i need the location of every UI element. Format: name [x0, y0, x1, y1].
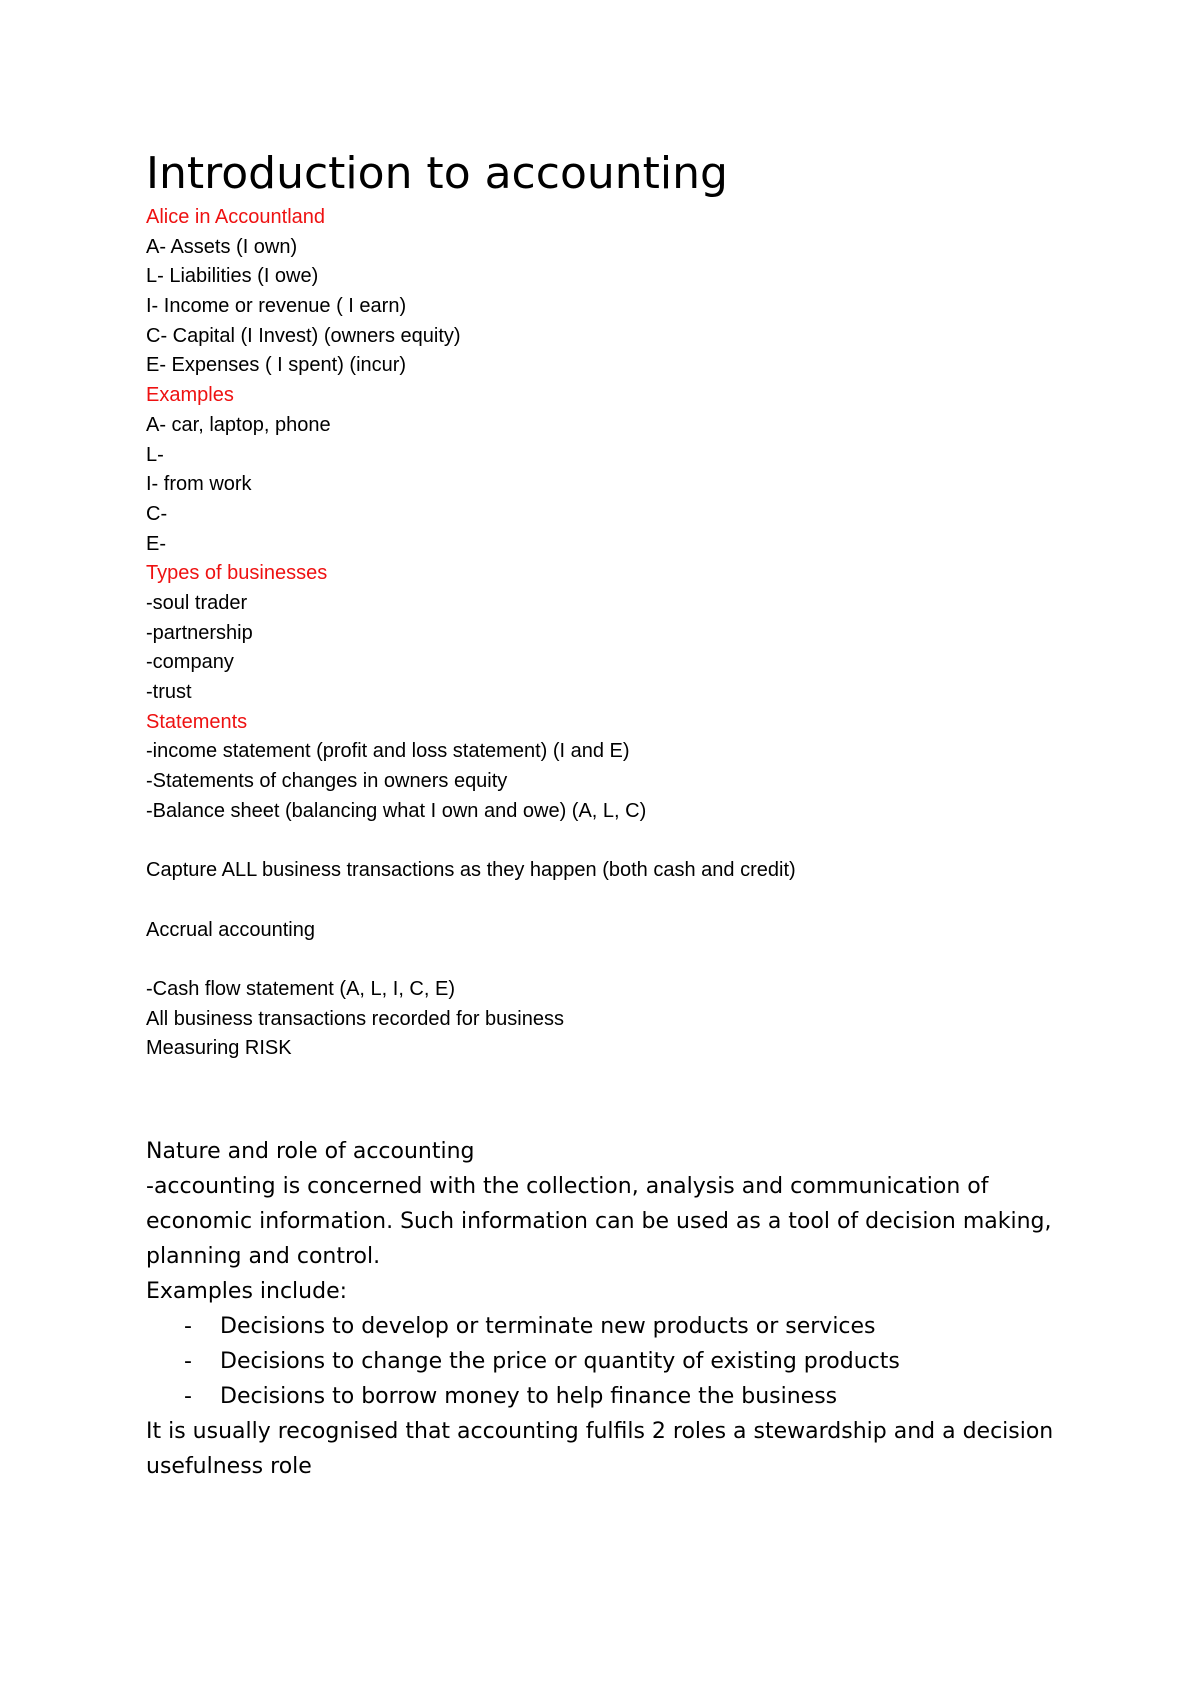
dash-bullet-icon: - — [184, 1349, 192, 1374]
section-heading: Nature and role of accounting — [146, 1139, 475, 1164]
bullet-item — [146, 1309, 1066, 1344]
note-line: -Cash flow statement (A, L, I, C, E) — [146, 977, 455, 1000]
examples-bullet-list — [146, 1309, 1066, 1414]
note-line: A- Assets (I own) — [146, 235, 298, 258]
note-line: Accrual accounting — [146, 918, 315, 941]
note-line: -income statement (profit and loss statement) (I and E) — [146, 740, 630, 763]
examples-intro: Examples include: — [146, 1279, 348, 1304]
bullet-text: Decisions to change the price or quantity of existing products — [220, 1349, 900, 1374]
bullet-item — [146, 1379, 1066, 1414]
note-line: I- from work — [146, 473, 252, 496]
bullet-text: Decisions to borrow money to help finance the business — [220, 1384, 838, 1409]
note-line: E- Expenses ( I spent) (incur) — [146, 354, 407, 377]
dash-bullet-icon: - — [184, 1314, 192, 1339]
note-line: -trust — [146, 681, 192, 703]
note-line: -partnership — [146, 621, 253, 644]
section-paragraph: -accounting is concerned with the collection, analysis and communication of economic information. Such information can be used as a tool of decision making, planning and control. — [146, 1174, 1052, 1269]
bullet-text: Decisions to develop or terminate new products or services — [220, 1314, 876, 1339]
bullet-item — [146, 1344, 1066, 1379]
note-line — [146, 945, 796, 975]
section-label: Statements — [146, 710, 248, 733]
note-line: C- — [146, 502, 168, 525]
notes-list — [146, 203, 796, 1064]
dash-bullet-icon: - — [184, 1384, 192, 1409]
closing-paragraph: It is usually recognised that accounting fulfils 2 roles a stewardship and a decision usefulness role — [146, 1419, 1054, 1479]
nature-section — [146, 1134, 1066, 1484]
note-line: L- — [146, 443, 164, 466]
note-line: -Balance sheet (balancing what I own and owe) (A, L, C) — [146, 799, 647, 822]
note-line: I- Income or revenue ( I earn) — [146, 295, 407, 318]
note-line: L- Liabilities (I owe) — [146, 265, 319, 288]
section-label: Types of businesses — [146, 562, 328, 585]
note-line: Measuring RISK — [146, 1037, 292, 1060]
note-line: -company — [146, 651, 234, 674]
note-line: All business transactions recorded for business — [146, 1007, 564, 1030]
note-line: C- Capital (I Invest) (owners equity) — [146, 324, 461, 347]
note-line — [146, 826, 796, 856]
note-line: A- car, laptop, phone — [146, 413, 331, 436]
page-title: Introduction to accounting — [146, 148, 728, 199]
note-line — [146, 886, 796, 916]
note-line: E- — [146, 532, 166, 555]
section-label: Alice in Accountland — [146, 206, 326, 228]
note-line: -Statements of changes in owners equity — [146, 770, 508, 793]
note-line: -soul trader — [146, 591, 248, 614]
section-label: Examples — [146, 384, 234, 407]
note-line: Capture ALL business transactions as they happen (both cash and credit) — [146, 859, 796, 882]
